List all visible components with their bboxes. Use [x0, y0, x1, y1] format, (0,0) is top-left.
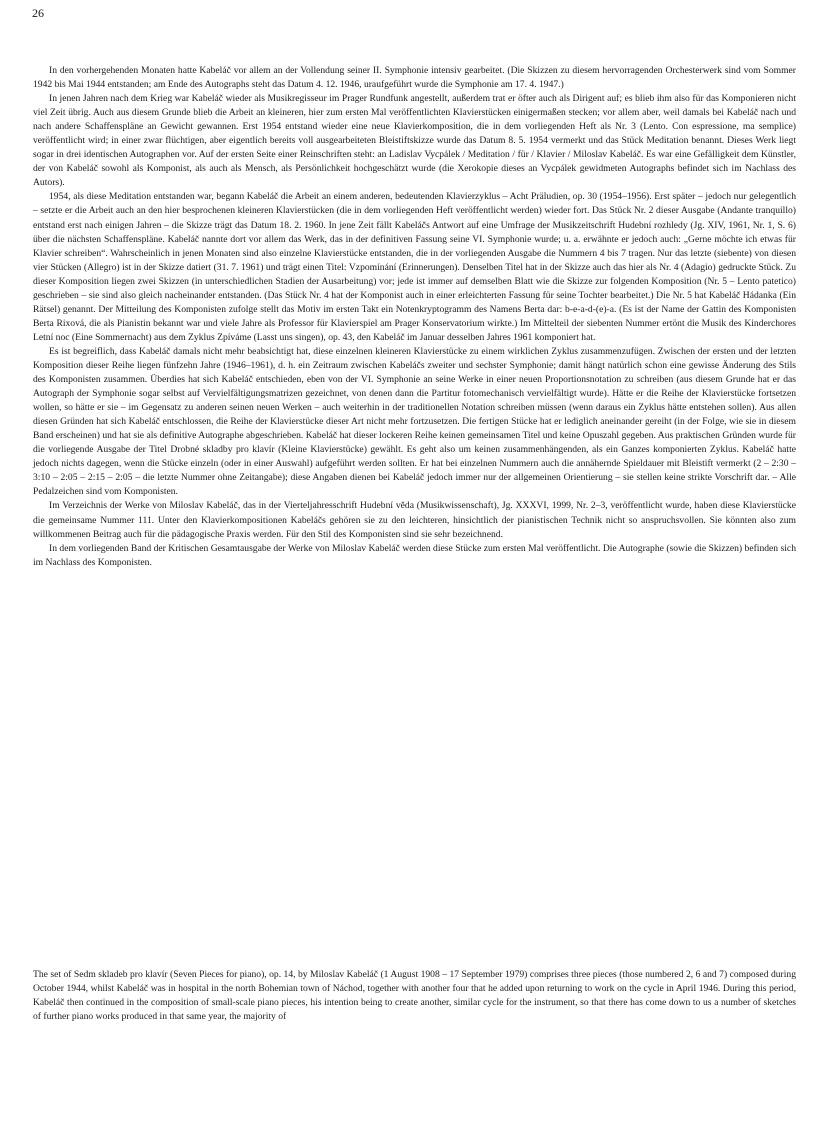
german-paragraph-2: In jenen Jahren nach dem Krieg war Kabeláč wieder als Musikregisseur im Prager Rundfunk angestellt, außerdem trat er öfter auch als Dirigent auf; es blieb ihm also für das Komponieren nicht viel Zeit übrig. Auch aus diesem Grunde blieb die Arbeit an kleineren, hier zum ersten Mal veröffentlichten Klavierstücken einigermaßen stecken; vor allem aber, weil damals bei Kabeláč nach und nach andere Schaffenspläne an Gewicht gewannen. Erst 1954 entstand wieder eine neue Klavierkomposition, die in dem vorliegenden Heft als Nr. 3 (Lento. Con espressione, ma semplice) veröffentlicht wird; in einer zwar flüchtigen, aber eigentlich bereits voll ausgearbeiteten Bleistiftskizze wurde das Datum 8. 5. 1954 vermerkt und das Stück Meditation benannt. Dieses Werk liegt sogar in drei identischen Autographen vor. Auf der ersten Seite einer Reinschriften steht: an Ladislav Vycpálek / Meditation / für / Klavier / Miloslav Kabeláč. Es war eine Gefälligkeit dem Künstler, der von Kabeláč sowohl als Komponist, als auch als Mensch, als Persönlichkeit hochgeschätzt wurde (die Xerokopie dieses an Vycpálek gewidmeten Autographs befindet sich im Nachlass des Autors). — [33, 93, 796, 189]
german-paragraph-4: Es ist begreiflich, dass Kabeláč damals nicht mehr beabsichtigt hat, diese einzelnen kleineren Klavierstücke zu einem wirklichen Zyklus zusammenzufügen. Zwischen der ersten und der letzten Komposition dieser Reihe liegen fünfzehn Jahre (1946–1961), d. h. ein Zeitraum zwischen Kabeláčs zweiter und sechster Symphonie; damit hängt natürlich schon eine gewisse Änderung des Stils des Komponisten zusammen. Überdies hat sich Kabeláč entschieden, eben von der VI. Symphonie an seine Werke in einer neuen Proportionsnotation zu schreiben (aus diesem Grunde hat er das Autograph der Symphonie sogar selbst auf Vervielfältigungsmatrizen gezeichnet, von denen dann die Partitur fotomechanisch vervielfältigt wurde). Hätte er die Reihe der Klavierstücke fortsetzen wollen, so hätte er sie – im Gegensatz zu anderen seinen neuen Werken – auch weiterhin in der traditionellen Notation schreiben müssen (wenn daraus ein Zyklus hätte entstehen sollen). Aus allen diesen Gründen hat sich Kabeláč entschlossen, die Reihe der Klavierstücke dieser Art nicht mehr fortzusetzen. Die fertigen Stücke hat er lediglich aneinander gereiht (in der Folge, wie sie in diesem Band erscheinen) und hat sie als definitive Autographe abgeschrieben. Kabeláč hat dieser lockeren Reihe keinen gemeinsamen Titel und keine Opuszahl gegeben. Aus praktischen Gründen wurde für die vorliegende Ausgabe der Titel Drobné skladby pro klavír (Kleine Klavierstücke) gewählt. Es geht also um keinen zusammenhängenden, als ein Ganzes komponierten Zyklus. Kabeláč hatte jedoch nichts dagegen, wenn die Stücke einzeln (oder in einer Auswahl) aufgeführt werden sollten. Er hat bei einzelnen Nummern auch die annähernde Spieldauer mit Bleistift vermerkt (2 – 2:30 – 3:10 – 2:05 – 2:15 – 2:05 – die letzte Nummer ohne Zeitangabe); diese Angaben dienen bei Kabeláč jedoch immer nur der allgemeinen Orientierung – sie stellen keine strikte Vorschrift dar. – Alle Pedalzeichen sind vom Komponisten. — [33, 345, 796, 498]
page-number: 26 — [32, 6, 44, 20]
english-paragraph-1: The set of Sedm skladeb pro klavír (Seven Pieces for piano), op. 14, by Miloslav Kabeláč (1 August 1908 – 17 September 1979) comprises three pieces (those numbered 2, 6 and 7) composed during October 1944, whilst Kabeláč was in hospital in the north Bohemian town of Náchod, together with another four that he added upon returning to work on the cycle in April 1946. During this period, Kabeláč then continued in the composition of small-scale piano pieces, his intention being to create another, similar cycle for the instrument, so that there has come down to us a number of sketches of further piano works produced in that same year, the majority of — [33, 969, 796, 1023]
german-paragraph-3: 1954, als diese Meditation entstanden war, begann Kabeláč die Arbeit an einem anderen, bedeutenden Klavierzyklus – Acht Präludien, op. 30 (1954–1956). Erst später – jedoch nur gelegentlich – setzte er die Arbeit auch an den hier besprochenen kleineren Klavierstücken (die in dem vorliegenden Heft veröffentlicht werden) wieder fort. Das Stück Nr. 2 dieser Ausgabe (Andante tranquillo) entstand erst nach einigen Jahren – die Skizze trägt das Datum 18. 2. 1960. In jene Zeit fällt Kabeláčs Antwort auf eine Umfrage der Musikzeitschrift Hudební rozhledy (Jg. XIV, 1961, Nr. 1, S. 6) über die nächsten Schaffenspläne. Kabeláč nannte dort vor allem das Werk, das in der definitiven Fassung seine VI. Symphonie wurde; u. a. erwähnte er jedoch auch: „Gerne möchte ich etwas für Klavier schreiben“. Wahrscheinlich in jenen Monaten sind also einzelne Klavierstücke entstanden, die in der vorliegenden Ausgabe die Nummern 4 bis 7 tragen. Nur das letzte (siebente) von diesen vier Stücken (Allegro) ist in der Skizze datiert (31. 7. 1961) und trägt einen Titel: Vzpomínání (Erinnerungen). Denselben Titel hat in der Skizze auch das hier als Nr. 4 (Adagio) gedruckte Stück. Zu dieser Komposition liegen zwei Skizzen (in unterschiedlichen Stadien der Ausarbeitung) vor; jede ist immer auf demselben Blatt wie die Skizze zur folgenden Komposition (Nr. 5 – Lento patetico) geschrieben – sie sind also gleich nacheinander entstanden. (Das Stück Nr. 4 hat der Komponist auch in einer erleichterten Fassung für seine Tochter bearbeitet.) Die Nr. 5 hat Kabeláč Hádanka (Ein Rätsel) genannt. Der Mitteilung des Komponisten zufolge stellt das Motiv im ersten Takt ein Notenkryptogramm des Namens Berta dar: b-e-a-d-(e)-a. (Es ist der Name der Gattin des Komponisten Berta Rixová, die als Pianistin bekannt war und viele Jahre als Professor für Klavierspiel am Prager Konservatorium wirkte.) Im Mittelteil der siebenten Nummer ertönt die Musik des Kinderchores Letní noc (Eine Sommernacht) aus dem Zyklus Zpíváme (Lasst uns singen), op. 43, den Kabeláč im Januar desselben Jahres 1961 komponiert hat. — [33, 191, 796, 343]
german-text-section — [33, 64, 796, 570]
german-paragraph-6: In dem vorliegenden Band der Kritischen Gesamtausgabe der Werke von Miloslav Kabeláč werden diese Stücke zum ersten Mal veröffentlicht. Die Autographe (sowie die Skizzen) befinden sich im Nachlass des Komponisten. — [33, 542, 796, 568]
german-paragraph-5: Im Verzeichnis der Werke von Miloslav Kabeláč, das in der Vierteljahresschrift Hudební věda (Musikwissenschaft), Jg. XXXVI, 1999, Nr. 2–3, veröffentlicht wurde, haben diese Klavierstücke die gemeinsame Nummer 111. Unter den Klavierkompositionen Kabeláčs gehören sie zu den leichteren, hinsichtlich der pianistischen Technik nicht so anspruchsvollen. Sie könnten also zum willkommenen Beitrag auch für die pädagogische Praxis werden. Für den Stil des Komponisten sind sie sehr bezeichnend. — [33, 500, 796, 540]
german-paragraph-1: In den vorhergehenden Monaten hatte Kabeláč vor allem an der Vollendung seiner II. Symphonie intensiv gearbeitet. (Die Skizzen zu diesem hervorragenden Orchesterwerk sind vom Sommer 1942 bis Mai 1944 entstanden; am Ende des Autographs steht das Datum 4. 12. 1946, uraufgeführt wurde die Symphonie am 17. 4. 1947.) — [33, 65, 796, 91]
english-text-section — [33, 968, 796, 1024]
